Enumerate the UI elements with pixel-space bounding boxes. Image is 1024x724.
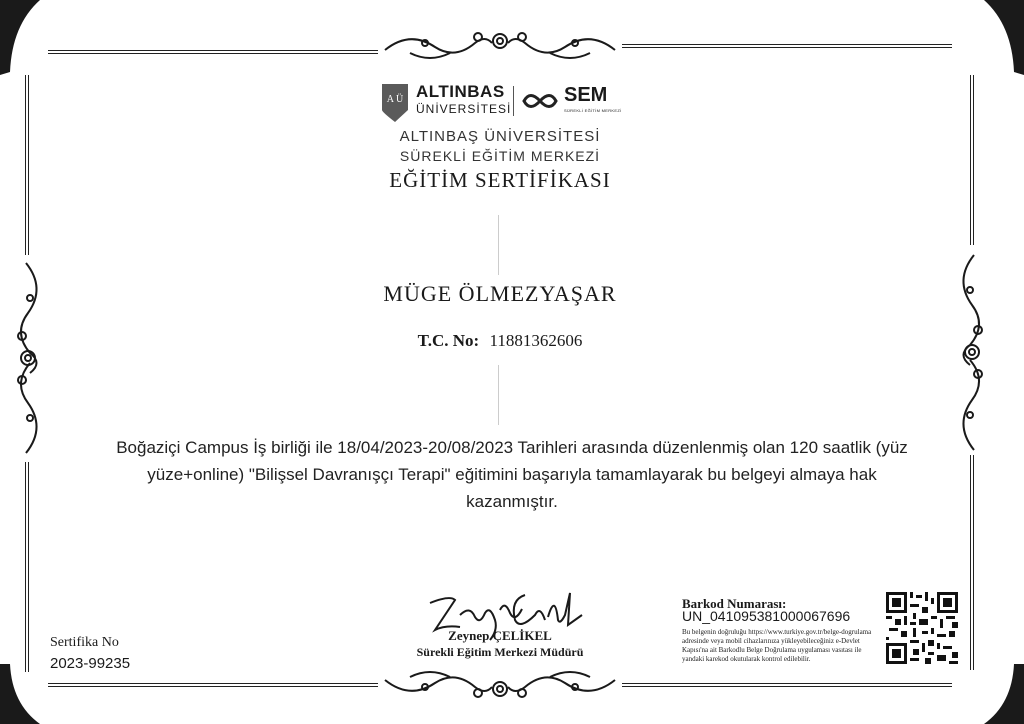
university-name: ALTINBAŞ ÜNİVERSİTESİ [399, 128, 601, 145]
recipient-id-value: 11881362606 [489, 331, 583, 350]
body-line-2: yüze+online) "Bilişsel Davranışçı Terapi" eğitimini başarıyla tamamlayarak bu belgeyi almaya hak [147, 465, 877, 484]
signatory-name: Zeynep ÇELİKEL [448, 628, 552, 643]
signatory-title: Sürekli Eğitim Merkezi Müdürü [416, 645, 584, 659]
certificate-number-value: 2023-99235 [50, 655, 131, 672]
frame-right-line-top [970, 75, 971, 245]
left-scroll-ornament [8, 258, 48, 458]
frame-top-left-line-2 [48, 53, 378, 54]
frame-left-line-top [25, 75, 26, 255]
sem-word: SEM [564, 84, 608, 106]
corner-ornament-bottom-left [0, 664, 50, 724]
right-scroll-ornament [952, 250, 992, 455]
center-name: SÜREKLİ EĞİTİM MERKEZİ [399, 148, 601, 164]
qr-code[interactable] [886, 592, 958, 664]
recipient-id-label: T.C. No: [417, 331, 480, 350]
frame-left-line-top-2 [28, 75, 29, 255]
bottom-scroll-ornament [380, 665, 620, 705]
certificate-number-label: Sertifika No [50, 635, 119, 650]
logo-divider [513, 86, 514, 116]
corner-ornament-top-left [0, 0, 50, 75]
barcode-title: Barkod Numarası: [682, 596, 787, 611]
institution-word: ALTINBAS [416, 82, 505, 101]
top-scroll-ornament [380, 25, 620, 65]
institution-logo [380, 82, 625, 124]
frame-right-line-bottom-2 [973, 455, 974, 670]
corner-ornament-bottom-right [964, 664, 1024, 724]
body-line-1: Boğaziçi Campus İş birliği ile 18/04/2023-20/08/2023 Tarihleri arasında düzenlenmiş olan 120 saatlik (yüz [116, 438, 908, 457]
frame-right-line-top-2 [973, 75, 974, 245]
faint-mark-upper [498, 215, 499, 275]
sem-sub: SÜREKLİ EĞİTİM MERKEZİ [564, 108, 622, 113]
frame-bottom-left-line-2 [48, 686, 378, 687]
shield-initials: A Ü [386, 94, 404, 105]
frame-bottom-right-line-2 [622, 686, 952, 687]
institution-sub: ÜNİVERSİTESİ [416, 102, 512, 116]
frame-top-right-line [622, 44, 952, 45]
corner-ornament-top-right [964, 0, 1024, 75]
barcode-note: Bu belgenin doğruluğu https://www.turkiye.gov.tr/belge-dogrulama adresinde veya mobil cihazlarınıza yükleyebileceğiniz e-Devlet Kapısı'na ait Barkodlu Belge Doğrulama uygulaması vasıtası ile yandaki karekod okutularak kontrol edilebilir. [682, 628, 872, 663]
recipient-name: MÜGE ÖLMEZYAŞAR [383, 281, 617, 306]
sem-infinity-icon [520, 88, 560, 114]
frame-right-line-bottom [970, 455, 971, 670]
recipient-id-row [300, 331, 700, 351]
barcode-number: UN_041095381000067696 [682, 608, 851, 624]
frame-left-line-bottom-2 [28, 462, 29, 672]
frame-bottom-left-line [48, 683, 378, 684]
body-line-3: kazanmıştır. [466, 492, 558, 511]
certificate-title: EĞİTİM SERTİFİKASI [389, 168, 611, 192]
faint-mark-lower [498, 365, 499, 425]
frame-left-line-bottom [25, 462, 26, 672]
frame-bottom-right-line [622, 683, 952, 684]
frame-top-right-line-2 [622, 47, 952, 48]
frame-top-left-line [48, 50, 378, 51]
certificate-body [60, 434, 964, 515]
